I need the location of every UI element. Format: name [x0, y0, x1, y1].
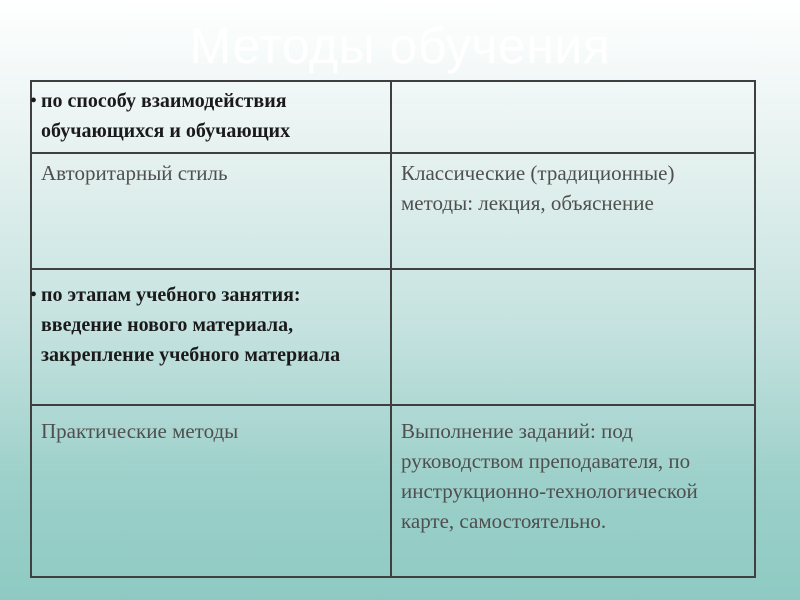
- slide-title: Методы обучения: [189, 18, 611, 74]
- bullet-icon: •: [30, 90, 38, 112]
- table-cell-category: [31, 81, 391, 153]
- cell-text: [392, 82, 754, 88]
- table-cell-method: [31, 405, 391, 577]
- category-label: по этапам учебного занятия: введение нового материала, закрепление учебного материала: [41, 284, 341, 366]
- bullet-icon: •: [30, 284, 38, 306]
- table-row: [31, 81, 755, 153]
- table-cell-description: [391, 153, 755, 269]
- table-cell-method: [31, 153, 391, 269]
- method-label: Авторитарный стиль: [41, 161, 228, 185]
- table-row: [31, 405, 755, 577]
- method-description: Классические (традиционные) методы: лекция, объяснение: [401, 161, 675, 215]
- methods-table: [30, 80, 756, 578]
- table-row: [31, 153, 755, 269]
- table-cell-empty: [391, 81, 755, 153]
- method-label: Практические методы: [41, 419, 239, 443]
- table-cell-category: [31, 269, 391, 405]
- method-description: Выполнение заданий: под руководством преподавателя, по инструкционно-технологической карте, самостоятельно.: [401, 419, 698, 533]
- cell-text: [392, 270, 754, 276]
- table-cell-empty: [391, 269, 755, 405]
- table-cell-description: [391, 405, 755, 577]
- table-row: [31, 269, 755, 405]
- category-label: по способу взаимодействия обучающихся и обучающих: [41, 90, 291, 142]
